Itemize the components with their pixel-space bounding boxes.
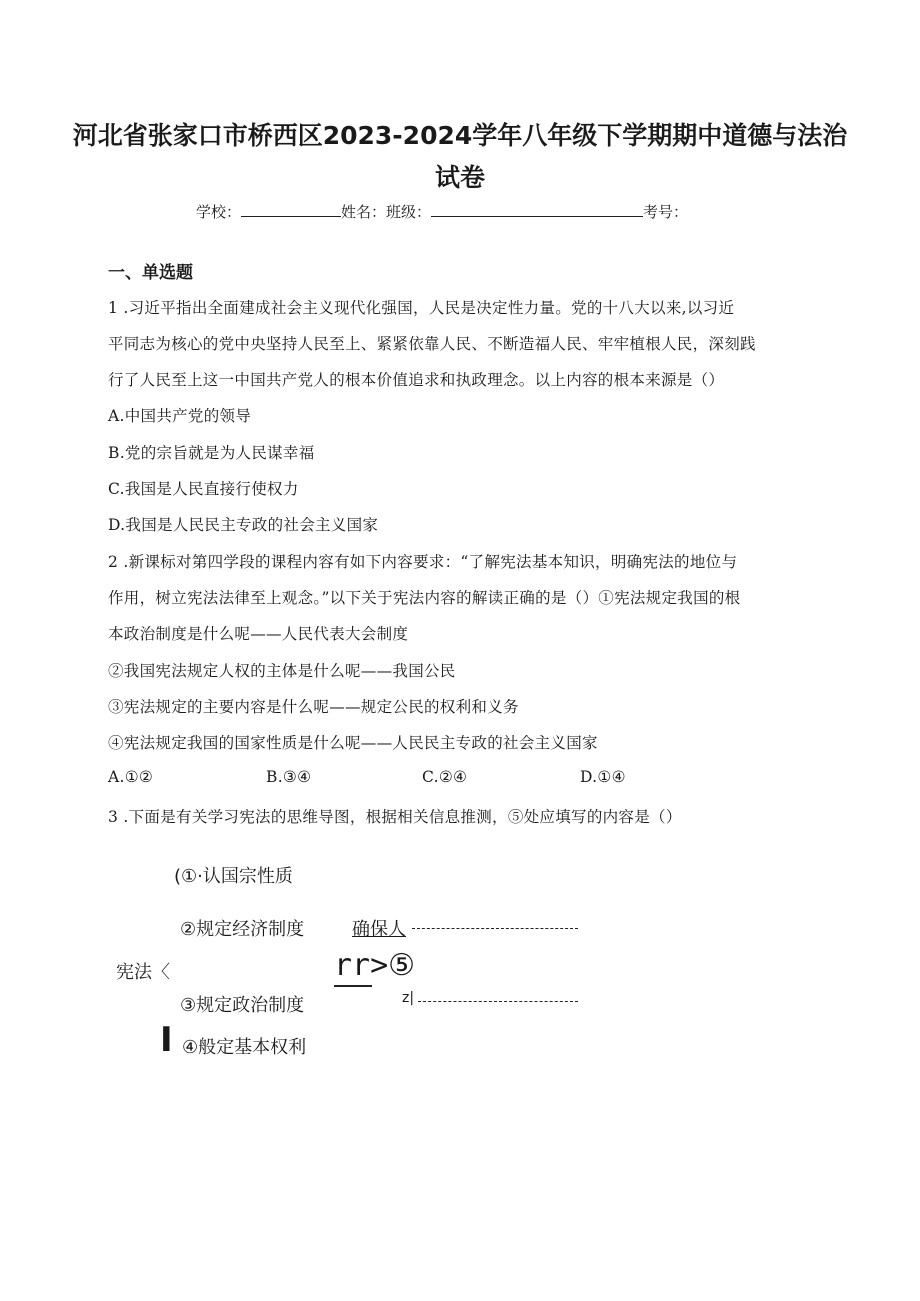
- name-label: 姓名：: [341, 203, 387, 221]
- q2-line-6: ④宪法规定我国的国家性质是什么呢——人民民主专政的社会主义国家: [108, 734, 598, 752]
- mindmap-item-1: (①·认国宗性质: [174, 866, 293, 887]
- exam-no-label: 考号：: [643, 203, 689, 221]
- mindmap-dash-top: [412, 928, 578, 929]
- title-line-1: 河北省张家口市桥西区2023-2024学年八年级下学期期中道德与法治: [72, 121, 848, 150]
- mindmap-dash-bottom: [418, 1001, 578, 1002]
- q1-line-3: 行了人民至上这一中国共产党人的根本价值追求和执政理念。以上内容的根本来源是（）: [108, 371, 725, 389]
- mindmap-item-4-prefix: I: [160, 1020, 173, 1060]
- q2-line-1: 2 .新课标对第四学段的课程内容有如下内容要求：“了解宪法基本知识，明确宪法的地位与: [108, 553, 738, 571]
- q2-option-c: C.②④: [422, 768, 468, 786]
- q1-option-d: D.我国是人民民主专政的社会主义国家: [108, 516, 379, 534]
- mindmap-middle-underline: [334, 985, 372, 987]
- q2-option-d: D.①④: [580, 768, 626, 786]
- q2-line-2: 作用，树立宪法法律至上观念。”以下关于宪法内容的解读正确的是（）①宪法规定我国的根: [108, 589, 741, 607]
- q1-line-2: 平同志为核心的党中央坚持人民至上、紧紧依靠人民、不断造福人民、牢牢植根人民，深刻践: [108, 335, 756, 353]
- mindmap-item-2: ②规定经济制度: [180, 919, 305, 940]
- class-blank[interactable]: [431, 202, 643, 217]
- school-label: 学校：: [196, 203, 242, 221]
- q2-line-3: 本政治制度是什么呢——人民代表大会制度: [108, 625, 409, 643]
- mindmap-item-4: ④般定基本权利: [182, 1037, 307, 1058]
- mindmap-root: 宪法〈: [116, 962, 170, 983]
- q1-option-c: C.我国是人民直接行使权力: [108, 480, 299, 498]
- class-label: 班级：: [386, 203, 432, 221]
- school-blank[interactable]: [241, 202, 341, 217]
- q2-option-a: A.①②: [108, 768, 154, 786]
- exam-info-row: [196, 201, 688, 222]
- mindmap-item-3-right: z|: [402, 990, 415, 1006]
- mindmap-middle-arrow: rr>⑤: [334, 948, 416, 983]
- q1-line-1: 1 .习近平指出全面建成社会主义现代化强国，人民是决定性力量。党的十八大以来,以习近: [108, 299, 735, 317]
- q1-option-a: A.中国共产党的领导: [108, 407, 252, 425]
- q2-option-b: B.③④: [266, 768, 312, 786]
- mindmap-item-2-right: 确保人: [352, 919, 406, 940]
- mindmap-item-3: ③规定政治制度: [180, 995, 305, 1016]
- q3-line-1: 3 .下面是有关学习宪法的思维导图，根据相关信息推测，⑤处应填写的内容是（）: [108, 808, 682, 826]
- q2-line-4: ②我国宪法规定人权的主体是什么呢——我国公民: [108, 662, 456, 680]
- q1-option-b: B.党的宗旨就是为人民谋幸福: [108, 444, 315, 462]
- title-line-2: 试卷: [434, 163, 485, 192]
- section-heading: 一、单选题: [108, 263, 193, 283]
- q2-line-5: ③宪法规定的主要内容是什么呢——规定公民的权利和义务: [108, 698, 519, 716]
